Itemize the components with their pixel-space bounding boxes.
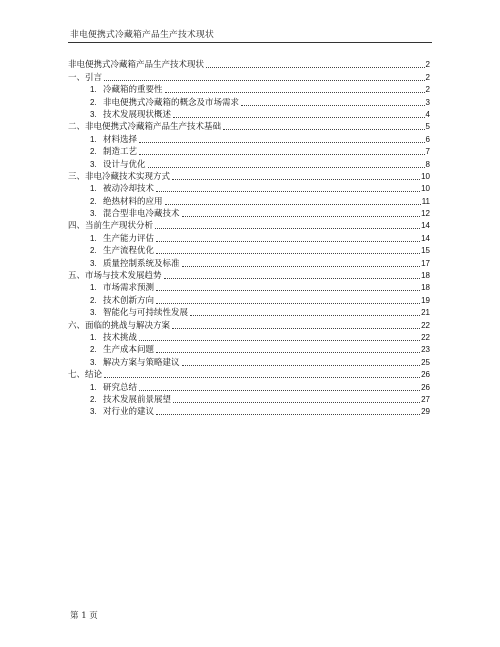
toc-entry-number: 2.	[90, 97, 97, 107]
toc-entry-page-number: 5	[425, 122, 430, 132]
toc-entry-number: 2.	[90, 295, 97, 305]
toc-entry-number: 1.	[90, 184, 97, 194]
toc-entry-number: 1.	[90, 233, 97, 243]
toc-entry-number: 2.	[90, 147, 97, 157]
toc-entry[interactable]	[68, 182, 430, 194]
toc-entry[interactable]	[68, 256, 430, 268]
toc-entry-page-number: 26	[421, 382, 430, 392]
page-footer: 第 1 页	[70, 611, 98, 621]
toc-entry[interactable]	[68, 219, 430, 231]
toc-entry-label: 六、面临的挑战与解决方案	[68, 320, 171, 331]
toc-entry-page-number: 14	[421, 233, 430, 243]
toc-entry-page-number: 3	[425, 97, 430, 107]
toc-entry-page-number: 19	[421, 295, 430, 305]
toc-entry-number: 1.	[90, 382, 97, 392]
toc-entry[interactable]	[68, 170, 430, 182]
toc-entry-number: 3.	[90, 357, 97, 367]
toc-entry-page-number: 10	[421, 171, 430, 181]
toc-entry[interactable]	[68, 95, 430, 107]
toc-entry-number: 2.	[90, 196, 97, 206]
toc-entry[interactable]	[68, 120, 430, 132]
toc-entry-page-number: 29	[421, 407, 430, 417]
toc-entry[interactable]	[68, 293, 430, 305]
table-of-contents	[68, 58, 430, 417]
toc-dot-leader	[139, 340, 420, 341]
toc-dot-leader	[148, 167, 425, 168]
toc-entry[interactable]	[68, 393, 430, 405]
toc-entry[interactable]	[68, 58, 430, 70]
toc-entry[interactable]	[68, 380, 430, 392]
toc-dot-leader	[155, 228, 420, 229]
toc-entry-label: 冷藏箱的重要性	[103, 85, 163, 96]
toc-entry[interactable]	[68, 108, 430, 120]
toc-entry[interactable]	[68, 145, 430, 157]
toc-dot-leader	[156, 290, 420, 291]
toc-entry-number: 1.	[90, 85, 97, 95]
toc-entry[interactable]	[68, 368, 430, 380]
toc-entry-number: 3.	[90, 209, 97, 219]
toc-dot-leader	[223, 129, 425, 130]
toc-dot-leader	[156, 303, 420, 304]
toc-dot-leader	[173, 402, 420, 403]
toc-dot-leader	[164, 278, 421, 279]
toc-entry-label: 绝热材料的应用	[103, 196, 163, 207]
toc-entry-label: 四、当前生产现状分析	[68, 221, 154, 232]
toc-entry-label: 混合型非电冷藏技术	[103, 209, 180, 220]
toc-dot-leader	[190, 315, 420, 316]
toc-dot-leader	[104, 80, 425, 81]
toc-entry-page-number: 22	[421, 332, 430, 342]
toc-entry-label: 制造工艺	[103, 147, 138, 158]
toc-entry[interactable]	[68, 244, 430, 256]
toc-entry[interactable]	[68, 132, 430, 144]
toc-dot-leader	[165, 204, 421, 205]
toc-entry[interactable]	[68, 318, 430, 330]
toc-entry-page-number: 7	[425, 147, 430, 157]
toc-dot-leader	[156, 352, 420, 353]
toc-entry-page-number: 14	[421, 221, 430, 231]
toc-entry[interactable]	[68, 355, 430, 367]
toc-entry-label: 三、非电冷藏技术实现方式	[68, 171, 171, 182]
toc-entry[interactable]	[68, 194, 430, 206]
toc-entry-label: 质量控制系统及标准	[103, 258, 180, 269]
toc-entry-number: 3.	[90, 258, 97, 268]
toc-entry-number: 3.	[90, 308, 97, 318]
toc-entry-page-number: 11	[421, 196, 430, 206]
toc-entry[interactable]	[68, 83, 430, 95]
toc-entry-label: 生产能力评估	[103, 233, 155, 244]
toc-entry-number: 2.	[90, 345, 97, 355]
toc-entry-label: 被动冷却技术	[103, 184, 155, 195]
toc-dot-leader	[182, 216, 421, 217]
running-header: 非电便携式冷藏箱产品生产技术现状	[70, 30, 214, 40]
toc-dot-leader	[104, 377, 420, 378]
toc-dot-leader	[172, 328, 420, 329]
toc-entry[interactable]	[68, 405, 430, 417]
toc-entry-number: 3.	[90, 109, 97, 119]
toc-entry[interactable]	[68, 331, 430, 343]
toc-entry[interactable]	[68, 343, 430, 355]
toc-entry-page-number: 18	[421, 283, 430, 293]
toc-entry-number: 1.	[90, 283, 97, 293]
toc-entry-label: 解决方案与策略建议	[103, 357, 180, 368]
toc-entry-label: 市场需求预测	[103, 283, 155, 294]
toc-entry-number: 1.	[90, 134, 97, 144]
toc-entry-label: 技术发展前景展望	[103, 394, 172, 405]
toc-entry-page-number: 17	[421, 258, 430, 268]
toc-entry-number: 2.	[90, 394, 97, 404]
toc-entry-page-number: 4	[425, 109, 430, 119]
toc-dot-leader	[156, 191, 420, 192]
toc-entry-number: 3.	[90, 159, 97, 169]
toc-entry-page-number: 21	[421, 308, 430, 318]
toc-dot-leader	[139, 154, 425, 155]
toc-dot-leader	[206, 67, 425, 68]
toc-entry-number: 2.	[90, 246, 97, 256]
header-divider	[68, 42, 432, 43]
toc-dot-leader	[156, 253, 420, 254]
toc-entry[interactable]	[68, 306, 430, 318]
toc-entry-page-number: 26	[421, 370, 430, 380]
toc-entry-page-number: 2	[425, 60, 430, 70]
toc-entry-page-number: 22	[421, 320, 430, 330]
toc-entry[interactable]	[68, 157, 430, 169]
toc-entry[interactable]	[68, 269, 430, 281]
toc-entry-label: 材料选择	[103, 134, 138, 145]
toc-entry[interactable]	[68, 281, 430, 293]
toc-entry-label: 生产流程优化	[103, 246, 155, 257]
toc-entry-label: 七、结论	[68, 370, 103, 381]
toc-entry[interactable]	[68, 231, 430, 243]
toc-entry-label: 技术挑战	[103, 332, 138, 343]
toc-dot-leader	[172, 179, 420, 180]
toc-dot-leader	[139, 142, 425, 143]
toc-entry-page-number: 23	[421, 345, 430, 355]
toc-entry-label: 五、市场与技术发展趋势	[68, 271, 162, 282]
toc-entry-page-number: 12	[421, 209, 430, 219]
toc-entry-page-number: 10	[421, 184, 430, 194]
toc-entry-page-number: 18	[421, 271, 430, 281]
toc-dot-leader	[165, 92, 425, 93]
toc-entry-page-number: 2	[425, 85, 430, 95]
toc-entry-label: 设计与优化	[103, 159, 146, 170]
toc-entry-page-number: 27	[421, 394, 430, 404]
toc-entry-label: 二、非电便携式冷藏箱产品生产技术基础	[68, 122, 222, 133]
toc-dot-leader	[156, 241, 420, 242]
toc-entry-label: 智能化与可持续性发展	[103, 308, 189, 319]
toc-entry-label: 技术创新方向	[103, 295, 155, 306]
toc-dot-leader	[241, 105, 425, 106]
toc-dot-leader	[173, 117, 425, 118]
toc-entry-label: 非电便携式冷藏箱产品生产技术现状	[68, 60, 205, 71]
toc-entry-page-number: 2	[425, 72, 430, 82]
toc-entry-number: 3.	[90, 407, 97, 417]
toc-entry-label: 生产成本问题	[103, 345, 155, 356]
toc-entry-page-number: 6	[425, 134, 430, 144]
toc-entry-label: 对行业的建议	[103, 407, 155, 418]
toc-entry-page-number: 8	[425, 159, 430, 169]
toc-entry-label: 研究总结	[103, 382, 138, 393]
toc-entry-label: 一、引言	[68, 72, 103, 83]
toc-dot-leader	[182, 266, 421, 267]
toc-entry-page-number: 25	[421, 357, 430, 367]
toc-entry-number: 1.	[90, 332, 97, 342]
toc-entry[interactable]	[68, 207, 430, 219]
toc-entry-label: 技术发展现状概述	[103, 109, 172, 120]
toc-entry[interactable]	[68, 70, 430, 82]
toc-dot-leader	[156, 414, 420, 415]
toc-entry-page-number: 15	[421, 246, 430, 256]
toc-entry-label: 非电便携式冷藏箱的概念及市场需求	[103, 97, 240, 108]
toc-dot-leader	[182, 365, 421, 366]
toc-dot-leader	[139, 390, 420, 391]
